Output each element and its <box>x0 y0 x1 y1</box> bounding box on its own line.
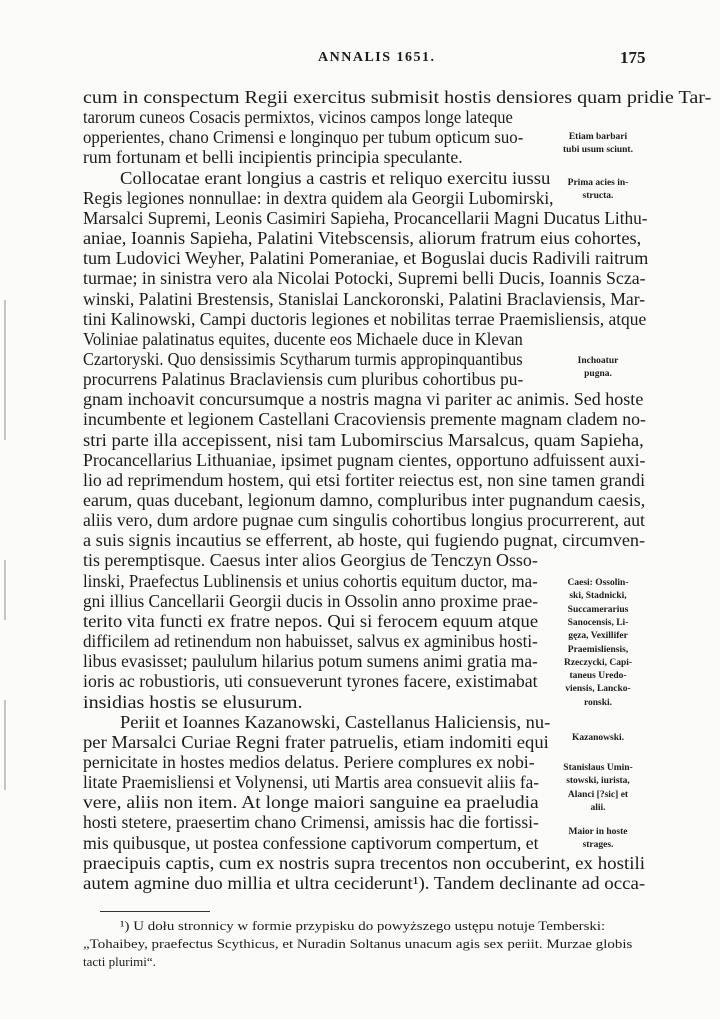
text-line: stri parte illa accepissent, nisi tam Lubomirscius Marsalcus, quam Sapieha, <box>83 429 644 450</box>
text-line: aniae, Ioannis Sapieha, Palatini Vitebscensis, aliorum fratrum eius cohortes, <box>83 228 642 249</box>
footnote-rule <box>100 911 210 912</box>
text-line: libus evasisset; paululum hilarius potum sumens animi gratia ma- <box>83 651 538 672</box>
text-line: tini Kalinowski, Campi ductoris legiones et nobilitas terrae Praemisliensis, atque <box>83 308 647 329</box>
text-line: Periit et Ioannes Kazanowski, Castellanus Haliciensis, nu- <box>120 711 551 732</box>
margin-note-line: Prima acies in- <box>567 178 629 188</box>
text-line: Collocatae erant longius a castris et reliquo exercitu iussu <box>120 167 551 188</box>
footnote-line: „Tohaibey, praefectus Scythicus, et Nuradin Soltanus unacum agis sex periit. Murzae globis <box>83 936 633 951</box>
footnote-line: ¹) U dołu stronnicy w formie przypisku do powyższego ustępu notuje Temberski: <box>120 918 606 933</box>
margin-note-line: Inchoatur <box>577 356 619 366</box>
page-number: 175 <box>620 48 646 67</box>
margin-note-line: alii. <box>590 802 606 813</box>
text-line: incumbente et legionem Castellani Cracoviensis premente magnam cladem no- <box>83 409 646 430</box>
footnote-line: tacti plurimi“. <box>83 954 156 969</box>
text-line: vere, aliis non item. At longe maiori sanguine ea praeludia <box>83 792 539 813</box>
scan-edge-mark <box>4 300 6 440</box>
text-line: mis quibusque, ut postea confessione captivorum compertum, et <box>83 832 539 853</box>
text-line: opperientes, chano Crimensi e longinquo per tubum opticum suo- <box>83 127 524 148</box>
text-line: per Marsalci Curiae Regni frater patruelis, etiam indomiti equi <box>83 731 549 752</box>
margin-note-line: Praemisliensis, <box>567 644 629 655</box>
text-line: Marsalci Supremi, Leonis Casimiri Sapieha, Procancellarii Magni Ducatus Lithu- <box>83 207 648 228</box>
margin-note-line: Alanci [?sic] et <box>567 789 629 800</box>
page-header <box>0 48 720 70</box>
text-line: gni illius Cancellarii Georgii ducis in Ossolin anno proxime prae- <box>83 590 538 611</box>
margin-note-line: Caesi: Ossolin- <box>567 578 629 588</box>
running-title: ANNALIS 1651. <box>318 50 436 65</box>
text-line: litate Praemisliensi et Volynensi, uti Martis area consuevit aliis fa- <box>83 772 539 793</box>
margin-note-line: ronski. <box>583 697 613 708</box>
text-line: tis peremptisque. Caesus inter alios Georgius de Tenczyn Osso- <box>83 550 538 571</box>
text-line: tum Ludovici Weyher, Palatini Pomeraniae, et Boguslai ducis Radivili raitrum <box>83 248 649 269</box>
text-line: turmae; in sinistra vero ala Nicolai Potocki, Supremi belli Ducis, Ioannis Scza- <box>83 268 646 289</box>
text-line: tarorum cuneos Cosacis permixtos, vicinos campos longe lateque <box>83 107 513 128</box>
text-line: praecipuis captis, cum ex nostris supra trecentos non occuberint, ex hostili <box>83 852 646 873</box>
text-line: cum in conspectum Regii exercitus submisit hostis densiores quam pridie Tar- <box>83 87 712 107</box>
text-line: difficilem ad retinendum non habuisset, salvus ex agminibus hosti- <box>83 631 538 652</box>
margin-note-line: tubi usum sciunt. <box>563 145 633 156</box>
text-line: Voliniae palatinatus equites, ducente eos Michaele duce in Klevan <box>83 328 523 349</box>
scan-edge-mark <box>4 560 6 620</box>
text-line: Procancellarius Lithuaniae, ipsimet pugnam cientes, opportuno adfuissent auxi- <box>83 449 646 470</box>
margin-note-line: Stanislaus Umin- <box>563 763 633 773</box>
text-line: pernicitate in hostes medios delatus. Periere complures ex nobi- <box>83 751 535 772</box>
text-line: Regis legiones nonnullae: in dextra quidem ala Georgii Lubomirski, <box>83 187 554 208</box>
margin-note-line: gęza, Vexillifer <box>568 631 628 642</box>
text-line: procurrens Palatinus Braclaviensis cum pluribus cohortibus pu- <box>83 369 524 390</box>
text-line: winski, Palatini Brestensis, Stanislai Lanckoronski, Palatini Braclaviensis, Mar- <box>83 288 646 309</box>
scan-edge-mark <box>4 700 6 790</box>
margin-note-line: Etiam barbari <box>568 132 628 142</box>
margin-note-line: Maior in hoste <box>568 827 628 837</box>
margin-note-line: Rzeczycki, Capi- <box>563 657 633 668</box>
text-line: linski, Praefectus Lublinensis et unius cohortis equitum ductor, ma- <box>83 570 538 591</box>
text-line: lio ad reprimendum hostem, qui etsi fortiter reiectus est, non sine tamen grandi <box>83 469 646 490</box>
margin-note-line: structa. <box>582 191 614 202</box>
text-line: ioris ac robustioris, uti consueverunt tyrones facere, existimabat <box>83 671 538 692</box>
margin-note-line: taneus Uredo- <box>569 671 627 682</box>
margin-note-line: Succamerarius <box>567 604 629 615</box>
text-line: autem agmine duo millia et ultra ceciderunt¹). Tandem declinante ad occa- <box>83 872 646 893</box>
margin-note-line: Sanocensis, Li- <box>567 617 629 628</box>
margin-note-line: ski, Stadnicki, <box>569 591 627 602</box>
margin-note-line: strages. <box>582 840 614 851</box>
margin-note-line: pugna. <box>584 369 612 380</box>
text-line: Czartoryski. Quo densissimis Scytharum turmis appropinquantibus <box>83 348 523 369</box>
text-line: earum, quas ducebant, legionum damno, compluribus inter pugnandum caesis, <box>83 490 646 510</box>
margin-note-line: Kazanowski. <box>572 733 624 743</box>
text-line: gnam inchoavit concursumque a nostris magna vi pariter ac animis. Sed hoste <box>83 389 644 410</box>
text-line: terito vita functi ex fratre nepos. Qui si ferocem equum atque <box>83 610 539 631</box>
margin-note-line: stowski, iurista, <box>566 776 630 787</box>
text-line: aliis vero, dum ardore pugnae cum singulis cohortibus longius procurrerent, aut <box>83 510 645 531</box>
text-line: insidias hostis se elusurum. <box>83 691 303 712</box>
text-line: hosti stetere, praesertim chano Crimensi, amissis hac die fortissi- <box>83 812 539 833</box>
margin-note-line: viensis, Lancko- <box>565 684 631 695</box>
text-line: rum fortunam et belli incipientis principia speculante. <box>83 147 463 168</box>
text-line: a suis signis incautius se efferrent, ab hoste, qui fugiendo pugnat, circumven- <box>83 530 646 551</box>
